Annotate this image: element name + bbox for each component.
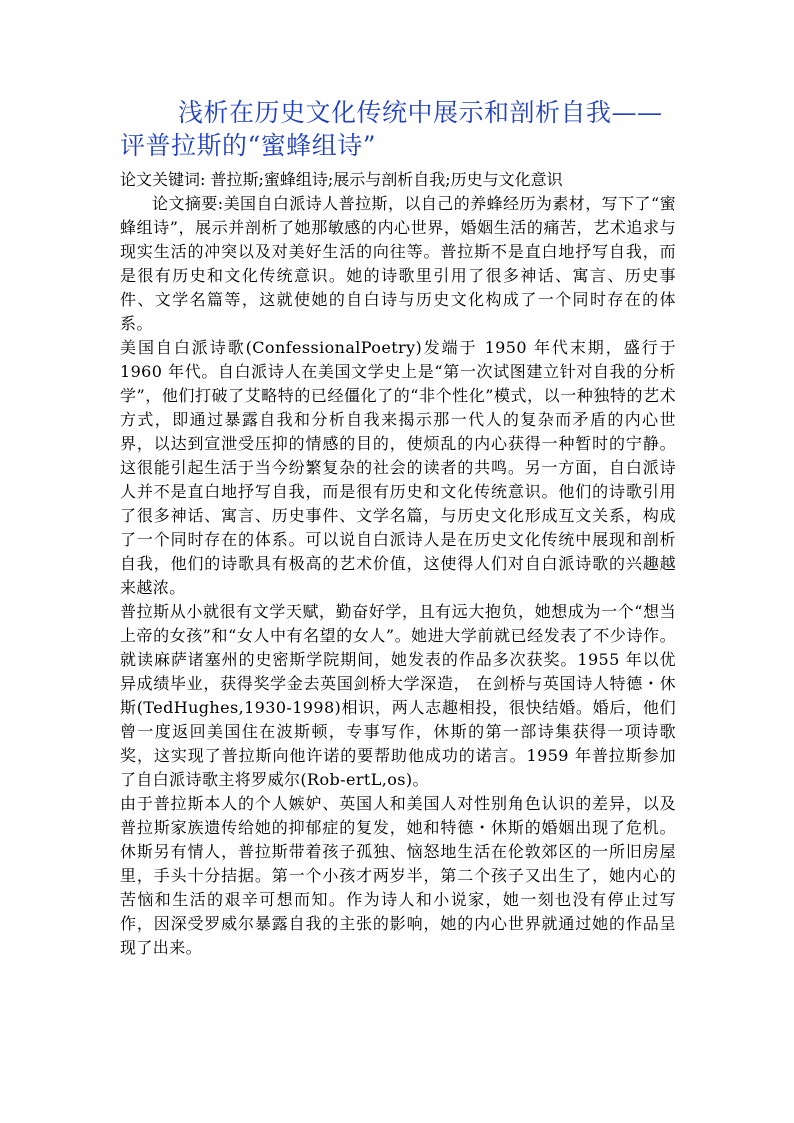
keywords-line: 论文关键词: 普拉斯;蜜蜂组诗;展示与剖析自我;历史与文化意识: [120, 170, 563, 189]
document-page: [120, 96, 676, 960]
body-paragraph: 美国自白派诗歌(ConfessionalPoetry)发端于 1950 年代末期，盛行于 1960 年代。自白派诗人在美国文学史上是“第一次试图建立针对自我的分析学”，他们打破了艾略特的已经僵化了的“非个性化”模式，以一种独特的艺术方式，即通过暴露自我和分析自我来揭示那一代人的复杂而矛盾的内心世界，以达到宣泄受压抑的情感的目的，使烦乱的内心获得一种暂时的宁静。这很能引起生活于当今纷繁复杂的社会的读者的共鸣。另一方面，自白派诗人并不是直白地抒写自我，而是很有历史和文化传统意识。他们的诗歌引用了很多神话、寓言、历史事件、文学名篇，与历史文化形成互文关系，构成了一个同时存在的体系。可以说自白派诗人是在历史文化传统中展现和剖析自我，他们的诗歌具有极高的艺术价值，这使得人们对自白派诗歌的兴趣越来越浓。: [120, 338, 676, 597]
body-paragraph: 普拉斯从小就很有文学天赋，勤奋好学，且有远大抱负，她想成为一个“想当上帝的女孩”和“女人中有名望的女人”。她进大学前就已经发表了不少诗作。就读麻萨诸塞州的史密斯学院期间，她发表的作品多次获奖。1955 年以优异成绩毕业，获得奖学金去英国剑桥大学深造， 在剑桥与英国诗人特德・休斯(TedHughes,1930-1998)相识，两人志趣相投，很快结婚。婚后，他们曾一度返回美国住在波斯顿，专事写作，休斯的第一部诗集获得一项诗歌奖，这实现了普拉斯向他许诺的要帮助他成功的诺言。1959 年普拉斯参加了自白派诗歌主将罗威尔(Rob-ertL,os)。: [120, 602, 676, 789]
document-title: 浅析在历史文化传统中展示和剖析自我——评普拉斯的“蜜蜂组诗”: [120, 98, 663, 160]
body-paragraph: 由于普拉斯本人的个人嫉妒、英国人和美国人对性别角色认识的差异，以及普拉斯家族遗传给她的抑郁症的复发，她和特德・休斯的婚姻出现了危机。休斯另有情人，普拉斯带着孩子孤独、恼怒地生活在伦敦郊区的一所旧房屋里，手头十分拮据。第一个小孩才两岁半，第二个孩子又出生了，她内心的苦恼和生活的艰辛可想而知。作为诗人和小说家，她一刻也没有停止过写作，因深受罗威尔暴露自我的主张的影响，她的内心世界就通过她的作品呈现了出来。: [120, 794, 676, 957]
abstract-paragraph: 论文摘要:美国自白派诗人普拉斯，以自己的养蜂经历为素材，写下了“蜜蜂组诗”，展示并剖析了她那敏感的内心世界，婚姻生活的痛苦，艺术追求与现实生活的冲突以及对美好生活的向往等。普拉斯不是直白地抒写自我，而是很有历史和文化传统意识。她的诗歌里引用了很多神话、寓言、历史事件、文学名篇等，这就使她的自白诗与历史文化构成了一个同时存在的体系。: [120, 194, 676, 333]
